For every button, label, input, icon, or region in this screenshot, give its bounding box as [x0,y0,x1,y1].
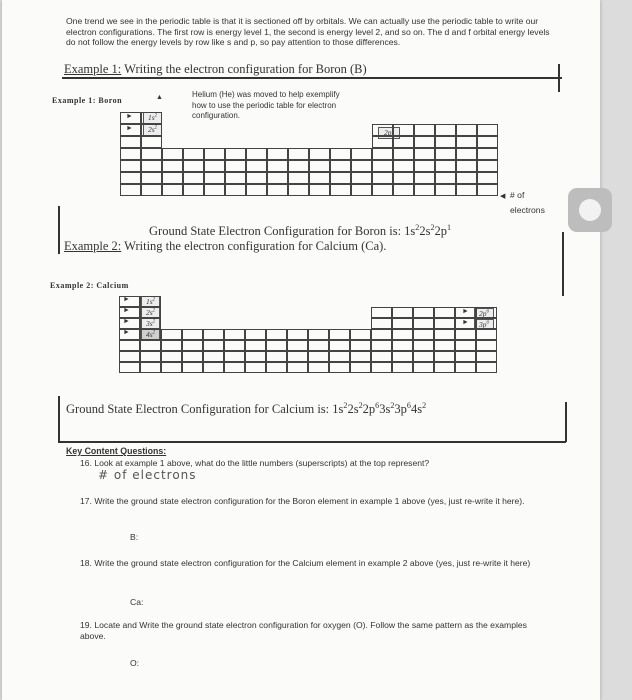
grid-cell [119,351,140,362]
grid-cell [203,340,224,351]
grid-cell [224,362,245,373]
grid-cell [435,184,456,196]
grid-cell [266,351,287,362]
grid-cell [476,307,497,318]
question-16: 16. Look at example 1 above, what do the little numbers (superscripts) at the top represent? [80,458,430,468]
grid-cell [476,340,497,351]
grid-cell [372,160,393,172]
row-arrow-icon: ► [123,329,130,336]
grid-cell [266,329,287,340]
electrons-hash: # of [510,190,525,200]
grid-cell [204,148,225,160]
grid-cell [476,329,497,340]
grid-cell [434,351,455,362]
boron-result-box-left [58,206,60,254]
grid-cell [456,124,477,136]
grid-cell [329,351,350,362]
grid-cell [455,351,476,362]
grid-cell [434,362,455,373]
grid-cell [371,362,392,373]
grid-cell [288,172,309,184]
grid-cell [330,160,351,172]
grid-cell [267,184,288,196]
grid-cell [245,351,266,362]
grid-cell [120,136,141,148]
grid-cell [350,329,371,340]
grid-cell [119,318,140,329]
grid-cell [435,124,456,136]
grid-cell [329,329,350,340]
grid-cell [371,340,392,351]
calcium-result-box-left [58,396,60,442]
grid-cell [161,329,182,340]
cell-2s: $2s^2$ [143,124,162,136]
grid-cell [183,184,204,196]
pointer-arrow-icon: ◀ [500,193,506,200]
grid-cell [309,148,330,160]
grid-cell [308,340,329,351]
calcium-result: Ground State Electron Configuration for Calcium is: $1s^22s^22p^63s^23p^64s^2$ [66,400,427,416]
grid-cell [456,136,477,148]
grid-cell [456,184,477,196]
toggle-knob [579,199,601,221]
grid-cell [476,318,497,329]
grid-cell [350,351,371,362]
grid-cell [392,362,413,373]
grid-cell [413,318,434,329]
calcium-result-box-right [565,402,567,442]
grid-cell [392,329,413,340]
grid-cell [414,172,435,184]
grid-cell [455,307,476,318]
grid-cell [141,136,162,148]
grid-cell [392,351,413,362]
grid-cell [308,329,329,340]
grid-cell [119,340,140,351]
grid-cell [245,329,266,340]
grid-cell [371,351,392,362]
label-arrow-icon: ▲ [156,94,163,101]
row-arrow-icon: ► [126,125,133,132]
row-arrow-icon: ► [123,296,130,303]
grid-cell [308,362,329,373]
row-arrow-icon: ► [462,308,469,315]
grid-cell [246,160,267,172]
grid-cell [414,160,435,172]
grid-cell [350,362,371,373]
grid-cell [456,148,477,160]
grid-cell [204,160,225,172]
grid-cell [225,184,246,196]
grid-cell [393,124,414,136]
grid-cell [203,351,224,362]
example1-title-rule [62,77,562,79]
grid-cell [120,124,141,136]
grid-cell [120,148,141,160]
grid-cell [476,362,497,373]
grid-cell [246,172,267,184]
grid-cell [267,160,288,172]
grid-cell [162,172,183,184]
question-17: 17. Write the ground state electron configuration for the Boron element in example 1 above (yes, just re-write it here). [80,496,525,506]
grid-cell [182,362,203,373]
grid-cell [119,362,140,373]
grid-cell [413,351,434,362]
cell-2p: $2p^1$ [378,127,400,139]
grid-cell [288,160,309,172]
grid-cell [350,340,371,351]
grid-cell [476,351,497,362]
grid-cell [309,184,330,196]
grid-cell [182,329,203,340]
grid-cell [182,340,203,351]
grid-cell [434,329,455,340]
grid-cell [392,307,413,318]
example2-box-right [562,232,564,296]
grid-cell [435,148,456,160]
grid-cell [435,172,456,184]
grid-cell [183,160,204,172]
grid-cell [393,172,414,184]
grid-cell [266,340,287,351]
question-19: 19. Locate and Write the ground state electron configuration for oxygen (O). Follow the same pattern as the examples above. [80,620,527,641]
row-arrow-icon: ► [123,307,130,314]
toggle-button[interactable] [568,188,612,232]
grid-cell [245,340,266,351]
row-arrow-icon: ► [126,113,133,120]
grid-cell [182,351,203,362]
grid-cell [330,172,351,184]
grid-cell [287,362,308,373]
grid-cell [183,172,204,184]
grid-cell [455,329,476,340]
grid-cell [308,351,329,362]
grid-cell [477,136,498,148]
cell-2s: $2s^2$ [141,307,160,318]
grid-cell [120,160,141,172]
grid-cell [455,362,476,373]
grid-cell [434,318,455,329]
grid-cell [477,148,498,160]
grid-cell [140,362,161,373]
grid-cell [456,160,477,172]
grid-cell [266,362,287,373]
grid-cell [414,124,435,136]
example1-label: Example 1: Boron [52,96,123,105]
grid-cell [372,136,393,148]
grid-cell [413,307,434,318]
grid-cell [330,184,351,196]
grid-cell [372,148,393,160]
grid-cell [203,329,224,340]
grid-cell [287,351,308,362]
grid-cell [246,184,267,196]
example1-title: Example 1: Writing the electron configuration for Boron (B) [64,62,367,76]
grid-cell [477,124,498,136]
grid-cell [224,340,245,351]
grid-cell [161,362,182,373]
grid-cell [309,172,330,184]
grid-cell [140,318,161,329]
grid-cell [204,184,225,196]
answer-16-handwritten[interactable]: # of electrons [98,468,197,482]
grid-cell [225,160,246,172]
cell-4s: $4s^2$ [141,329,160,340]
electrons-word: electrons [510,205,545,215]
cell-3s: $3s^2$ [141,318,160,329]
grid-cell [141,160,162,172]
grid-cell [329,362,350,373]
grid-cell [140,329,161,340]
grid-cell [245,362,266,373]
example1-box-right [558,64,560,92]
grid-cell [119,307,140,318]
grid-cell [120,112,141,124]
grid-cell [413,362,434,373]
grid-cell [140,351,161,362]
grid-cell [435,136,456,148]
grid-cell [141,124,162,136]
grid-cell [141,184,162,196]
grid-cell [351,184,372,196]
grid-cell [392,318,413,329]
grid-cell [351,160,372,172]
grid-cell [141,148,162,160]
grid-cell [287,329,308,340]
grid-cell [120,172,141,184]
grid-cell [393,148,414,160]
answer-19-label[interactable]: O: [130,658,140,668]
grid-cell [372,184,393,196]
grid-cell [393,160,414,172]
grid-cell [267,172,288,184]
grid-cell [372,172,393,184]
grid-cell [288,148,309,160]
grid-cell [162,184,183,196]
grid-cell [414,184,435,196]
grid-cell [413,340,434,351]
grid-cell [287,340,308,351]
grid-cell [141,172,162,184]
grid-cell [225,172,246,184]
grid-cell [119,296,140,307]
grid-cell [161,340,182,351]
grid-cell [119,329,140,340]
grid-cell [371,307,392,318]
grid-cell [224,351,245,362]
grid-cell [372,124,393,136]
cell-1s: $1s^2$ [141,296,160,307]
grid-cell [140,340,161,351]
key-questions-heading: Key Content Questions: [66,446,167,456]
grid-cell [371,318,392,329]
grid-cell [477,172,498,184]
grid-cell [477,184,498,196]
grid-cell [224,329,245,340]
helium-note: Helium (He) was moved to help exemplify how to use the periodic table for electron configuration. [192,90,340,120]
boron-result: Ground State Electron Configuration for Boron is: $1s^22s^22p^1$ [149,222,452,238]
grid-cell [435,160,456,172]
question-18: 18. Write the ground state electron configuration for the Calcium element in example 2 above (yes, just re-write it here) [80,558,531,568]
worksheet-page [2,0,600,700]
grid-cell [434,307,455,318]
grid-cell [183,148,204,160]
grid-cell [329,340,350,351]
grid-cell [392,340,413,351]
grid-cell [120,184,141,196]
grid-cell [288,184,309,196]
grid-cell [393,184,414,196]
grid-cell [161,351,182,362]
grid-cell [455,318,476,329]
grid-cell [141,112,162,124]
cell-2p: $2p^6$ [474,308,494,319]
grid-cell [162,160,183,172]
example2-label: Example 2: Calcium [50,281,129,290]
grid-cell [414,136,435,148]
grid-cell [351,148,372,160]
row-arrow-icon: ► [123,318,130,325]
grid-cell [351,172,372,184]
grid-cell [413,329,434,340]
grid-cell [434,340,455,351]
grid-cell [140,296,161,307]
row-arrow-icon: ► [462,319,469,326]
grid-cell [456,172,477,184]
grid-cell [203,362,224,373]
grid-cell [414,148,435,160]
grid-cell [246,148,267,160]
grid-cell [455,340,476,351]
cell-3p: $3p^6$ [474,319,494,330]
answer-17-label[interactable]: B: [130,532,139,542]
answer-18-label[interactable]: Ca: [130,597,144,607]
grid-cell [477,160,498,172]
grid-cell [393,136,414,148]
calcium-result-box-bottom [58,441,566,443]
grid-cell [140,307,161,318]
grid-cell [204,172,225,184]
example2-title: Example 2: Writing the electron configuration for Calcium (Ca). [64,239,387,253]
grid-cell [371,329,392,340]
grid-cell [267,148,288,160]
grid-cell [162,148,183,160]
intro-paragraph: One trend we see in the periodic table is that it is sectioned off by orbitals. We can actually use the periodic table to write our electron configurations. The first row is energy level 1, the second is energy level 2, and so on. The d and f orbital energy levels do not follow the energy levels by row like s and p, so pay attention to those differences. [66,16,550,48]
grid-cell [309,160,330,172]
cell-1s: $1s^2$ [143,112,162,124]
grid-cell [225,148,246,160]
grid-cell [330,148,351,160]
